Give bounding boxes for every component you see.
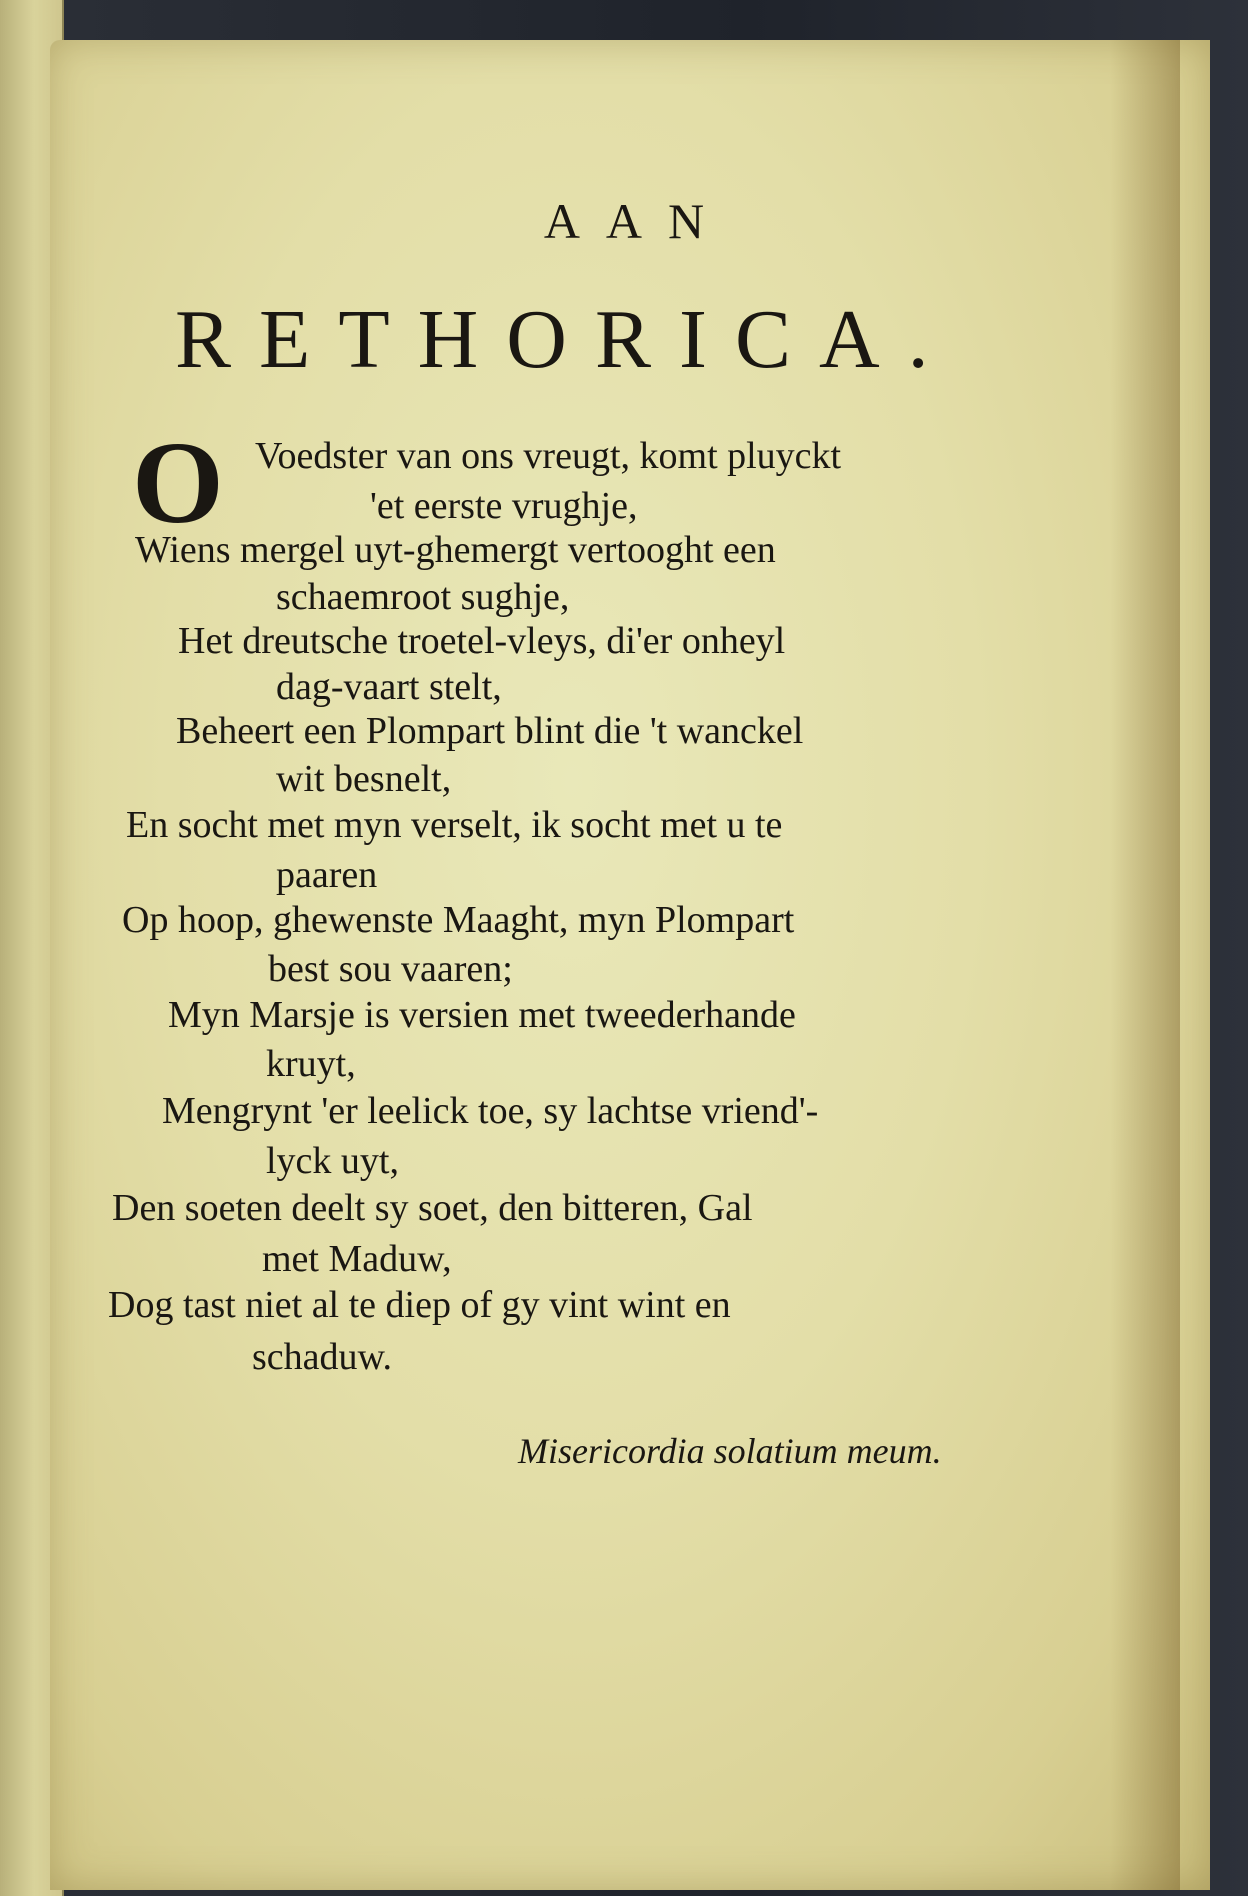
poem-line: Wiens mergel uyt-ghemergt vertooght een <box>135 529 776 571</box>
poem-line: Den soeten deelt sy soet, den bitteren, Gal <box>112 1187 753 1229</box>
poem-line: dag-vaart stelt, <box>276 666 502 708</box>
motto: Misericordia solatium meum. <box>518 1431 942 1471</box>
poem-line: kruyt, <box>266 1043 356 1085</box>
heading-rethorica: RETHORICA. <box>175 293 957 386</box>
poem-line: met Maduw, <box>262 1238 452 1280</box>
poem-line: En socht met myn verselt, ik socht met u te <box>126 804 783 846</box>
poem-line: Op hoop, ghewenste Maaght, myn Plompart <box>122 899 795 941</box>
poem-line: Dog tast niet al te diep of gy vint wint en <box>108 1284 731 1326</box>
poem-line: Beheert een Plompart blint die 't wanckel <box>176 710 804 752</box>
poem-line: schaemroot sughje, <box>276 576 570 618</box>
poem-line: Mengrynt 'er leelick toe, sy lachtse vriend'- <box>162 1090 819 1132</box>
heading-aan: AAN <box>543 193 731 249</box>
poem-line: Voedster van ons vreugt, komt pluyckt <box>255 435 842 477</box>
drop-cap: O <box>132 417 224 548</box>
poem-line: best sou vaaren; <box>268 948 513 990</box>
poem-line: paaren <box>276 854 378 896</box>
poem-line: lyck uyt, <box>266 1140 399 1182</box>
poem-line: wit besnelt, <box>276 758 452 800</box>
poem-line: Het dreutsche troetel-vleys, di'er onheyl <box>178 620 786 662</box>
poem-line: 'et eerste vrughje, <box>370 485 638 527</box>
poem-line: Myn Marsje is versien met tweederhande <box>168 994 796 1036</box>
poem-line: schaduw. <box>252 1336 392 1378</box>
